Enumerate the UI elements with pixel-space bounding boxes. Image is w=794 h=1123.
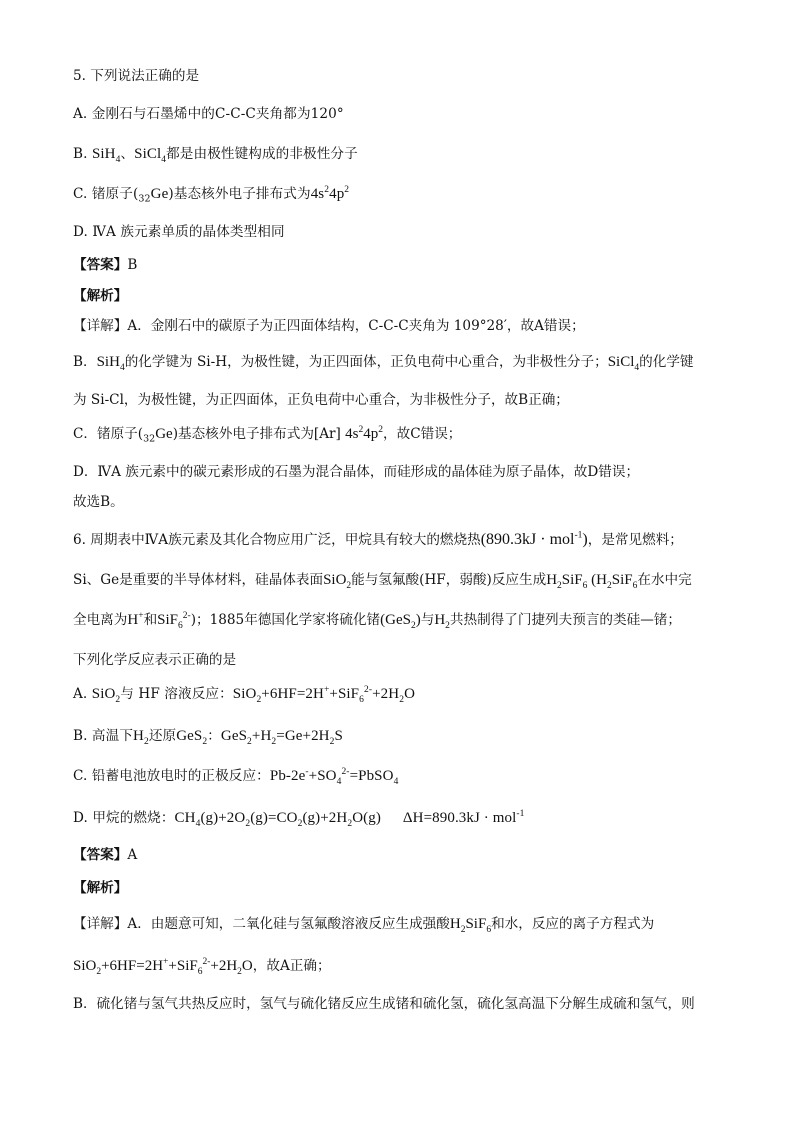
- formula-ges2: GeS$_2$: [176, 728, 208, 747]
- q6-option-d: [73, 808, 525, 828]
- q5-detail-b-cont: 为 Si-Cl，为极性键，为正四面体，正负电荷中心重合，为非极性分子，故B正确；: [73, 392, 569, 408]
- q6-option-b: [73, 726, 343, 746]
- option-prefix: D. 甲烷的燃烧：: [73, 810, 175, 826]
- option-text: )基态核外电子排布式为: [168, 186, 311, 202]
- separator: 、: [120, 146, 135, 162]
- equation: $GeS_2+H_2=Ge+2H_2S$: [220, 728, 343, 747]
- formula-h2sif6-paren: ($H_2SiF_6$: [587, 572, 638, 591]
- q6-option-c: [73, 766, 398, 786]
- q6-detail-a: [73, 914, 654, 934]
- formula-sicl4: SiCl$_4$: [134, 146, 167, 165]
- detail-prefix: C．锗原子(: [73, 426, 144, 442]
- q6-stem-line3: [73, 610, 681, 630]
- element-ge: Ge: [150, 186, 169, 202]
- q5-detail-a: 【详解】A．金刚石中的碳原子为正四面体结构，C-C-C夹角为 109°28′，故A错误；: [73, 318, 585, 334]
- answer-value: B: [127, 257, 138, 273]
- q5-option-c: [73, 184, 349, 204]
- detail-text: ，故C错误；: [383, 426, 462, 442]
- formula-sicl4: SiCl$_4$: [607, 354, 640, 373]
- option-prefix: C. 铅蓄电池放电时的正极反应：: [73, 768, 270, 784]
- formula-h2sif6: $H_2SiF_6$: [546, 572, 588, 591]
- q5-stem: 5. 下列说法正确的是: [73, 68, 200, 84]
- q6-stem-line4: 下列化学反应表示正确的是: [73, 652, 237, 668]
- option-prefix: B. 高温下: [73, 728, 134, 744]
- q6-detail-b: B．硫化锗与氢气共热反应时，氢气与硫化锗反应生成锗和硫化氢，硫化氢高温下分解生成硫和氢气，则: [73, 996, 695, 1012]
- equation: $SiO_2+6HF=2H^++SiF_6^{2-}+2H_2O$: [232, 685, 415, 705]
- detail-text: 和水，反应的离子方程式为: [491, 916, 655, 932]
- answer-value: A: [127, 847, 138, 863]
- q5-conclusion: 故选B。: [73, 494, 124, 510]
- equation: $SiO_2+6HF=2H^++SiF_6^{2-}+2H_2O$: [73, 957, 253, 977]
- electron-config: $4s^24p^2$: [345, 425, 384, 442]
- formula-h2: $H_2$: [133, 728, 149, 747]
- q6-option-a: [73, 684, 415, 704]
- q6-detail-a-equation: [73, 956, 331, 976]
- stem-text: 和: [143, 612, 158, 628]
- detail-text: 的化学键为 Si-H，为极性键，为正四面体，正负电荷中心重合，为非极性分子；: [124, 354, 608, 370]
- option-text: ：: [207, 728, 221, 744]
- q5-option-b: [73, 144, 358, 164]
- formula-sio2: SiO$_2$: [91, 686, 121, 705]
- answer-label: 【答案】: [73, 257, 128, 273]
- stem-text: Si、Ge是重要的半导体材料，硅晶体表面: [73, 572, 324, 588]
- q5-analysis-label: 【解析】: [73, 288, 128, 304]
- option-text: 与 HF 溶液反应：: [120, 686, 233, 702]
- formula-h-plus: H+: [127, 611, 144, 628]
- q5-option-a: A. 金刚石与石墨烯中的C-C-C夹角都为120°: [73, 106, 344, 122]
- stem-text: 共热制得了门捷列夫预言的类硅—锗；: [449, 612, 681, 628]
- q6-analysis-label: 【解析】: [73, 880, 128, 896]
- q5-detail-b: [73, 352, 694, 372]
- stem-text: 能与氢氟酸(HF，弱酸)反应生成: [351, 572, 547, 588]
- formula-sih4: SiH$_4$: [96, 354, 125, 373]
- stem-text: 6. 周期表中ⅣA族元素及其化合物应用广泛，甲烷具有较大的燃烧热: [73, 532, 481, 548]
- formula-sif6-ion: SiF$_6^{2-}$: [157, 611, 191, 631]
- option-text: 都是由极性键构成的非极性分子: [166, 146, 358, 162]
- atomic-number: 32: [143, 433, 156, 445]
- stem-text: 与: [420, 612, 435, 628]
- option-prefix: A.: [73, 686, 92, 702]
- stem-text: 在水中完: [637, 572, 692, 588]
- stem-text: 全电离为: [73, 612, 128, 628]
- q6-answer: [73, 845, 137, 865]
- detail-text: 的化学键: [639, 354, 694, 370]
- combustion-heat: (890.3kJ · mol$^{-1}$): [480, 530, 588, 548]
- formula-ges2: (GeS$_2$): [380, 612, 421, 631]
- formula-h2sif6: $H_2SiF_6$: [449, 916, 492, 935]
- detail-text: 【详解】A．由题意可知，二氧化硅与氢氟酸溶液反应生成强酸: [73, 916, 450, 932]
- q6-stem-line1: [73, 530, 683, 550]
- enthalpy-change: ΔH=890.3kJ · mol$^{-1}$: [402, 809, 525, 826]
- detail-prefix: B．: [73, 354, 97, 370]
- answer-label: 【答案】: [73, 847, 128, 863]
- option-text: 还原: [148, 728, 177, 744]
- q6-stem-line2: [73, 570, 692, 590]
- q5-detail-c: [73, 424, 461, 444]
- atomic-number: 32: [138, 193, 151, 205]
- equation: $CH_4(g)+2O_2(g)=CO_2(g)+2H_2O(g)$: [174, 810, 381, 829]
- stem-text: )；1885年德国化学家将硫化锗: [190, 612, 381, 628]
- option-prefix: C. 锗原子(: [73, 186, 139, 202]
- detail-text: )基态核外电子排布式为[Ar]: [172, 426, 346, 442]
- formula-sio2: SiO$_2$: [323, 572, 352, 591]
- element-ge: Ge: [155, 426, 173, 442]
- option-prefix: B.: [73, 146, 92, 162]
- q5-answer: [73, 255, 137, 275]
- q5-detail-d: D．ⅣA 族元素中的碳元素形成的石墨为混合晶体，而硅形成的晶体硅为原子晶体，故D错误；: [73, 464, 640, 480]
- stem-text: ，是常见燃料；: [587, 532, 683, 548]
- formula-sih4: SiH$_4$: [91, 146, 121, 165]
- electron-config: $4s^24p^2$: [310, 185, 350, 202]
- detail-text: ，故A正确；: [252, 958, 331, 974]
- equation: $Pb-2e^-+SO_4^{2-}=PbSO_4$: [269, 767, 399, 787]
- formula-h2: $H_2$: [434, 612, 450, 631]
- q5-option-d: D. ⅣA 族元素单质的晶体类型相同: [73, 224, 285, 240]
